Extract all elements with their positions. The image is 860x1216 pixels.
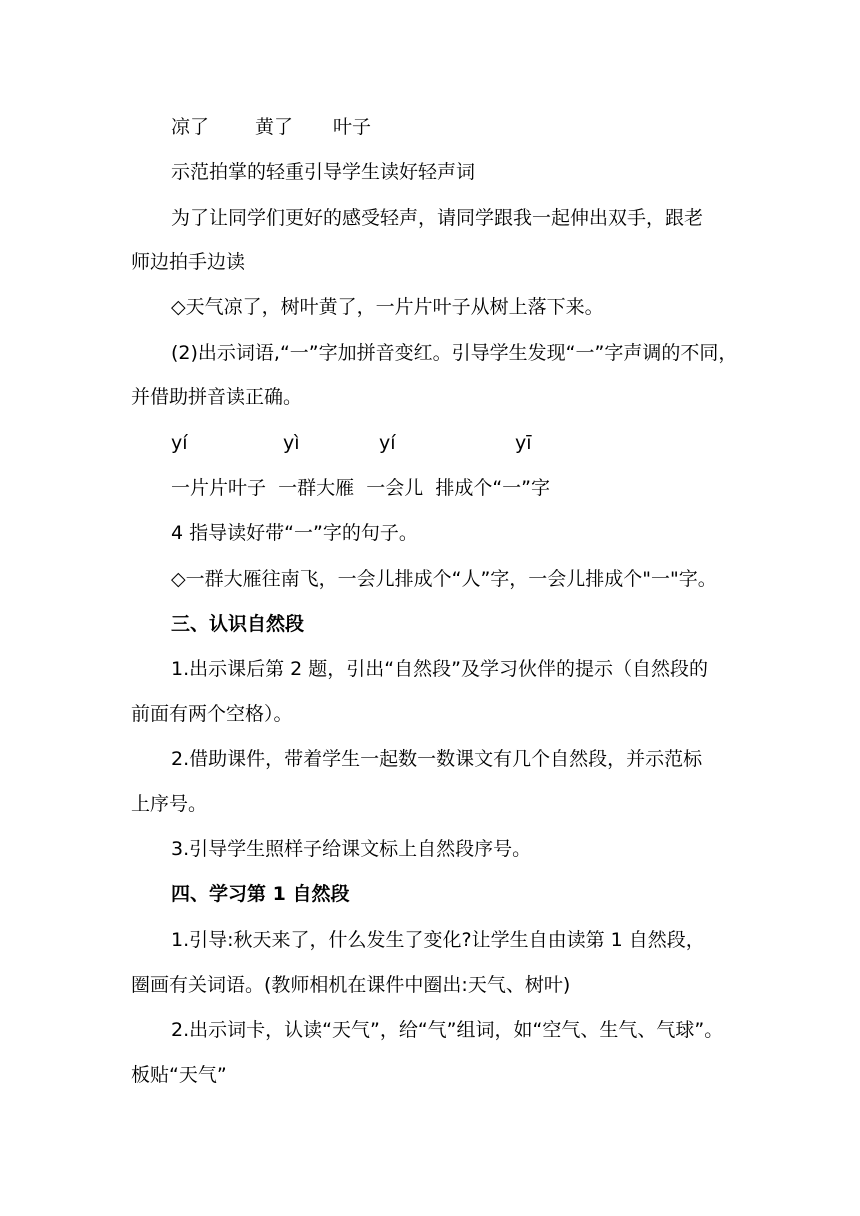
paragraph-2-line-2: 并借助拼音读正确。 xyxy=(131,386,303,408)
section-heading-3: 三、认识自然段 xyxy=(171,613,305,635)
pinyin-yi-4: yì xyxy=(283,432,300,454)
yi-word-1: 一片片叶子 xyxy=(171,477,267,499)
light-tone-words-row xyxy=(171,114,740,140)
item-3-1-line-2: 前面有两个空格）。 xyxy=(131,703,293,725)
pinyin-yi-1: yī xyxy=(515,432,532,454)
word-ye-zi: 叶子 xyxy=(333,116,372,138)
yi-word-2: 一群大雁 xyxy=(278,477,355,499)
item-4-2-line-2: 板贴“天气” xyxy=(131,1064,227,1086)
item-4-1-line-2: 圈画有关词语。(教师相机在课件中圈出:天气、树叶) xyxy=(131,974,571,996)
paragraph-demo: 示范拍掌的轻重引导学生读好轻声词 xyxy=(171,161,476,183)
pinyin-yi-2: yí xyxy=(171,432,188,454)
yi-word-3: 一会儿 xyxy=(366,477,424,499)
word-huang-le: 黄了 xyxy=(255,116,294,138)
paragraph-clap-line-2: 师边拍手边读 xyxy=(131,251,246,273)
sentence-geese: ◇一群大雁往南飞，一会儿排成个“人”字，一会儿排成个"一"字。 xyxy=(171,568,717,590)
item-4-2-line-1: 2.出示词卡，认读“天气”，给“气”组词，如“空气、生气、气球”。 xyxy=(171,1019,724,1041)
paragraph-4: 4 指导读好带“一”字的句子。 xyxy=(171,522,418,544)
item-4-1-line-1: 1.引导:秋天来了，什么发生了变化?让学生自由读第 1 自然段， xyxy=(171,929,705,951)
word-liang-le: 凉了 xyxy=(171,116,210,138)
item-3-2-line-2: 上序号。 xyxy=(131,793,208,815)
yi-words-row xyxy=(171,475,740,501)
paragraph-clap-line-1: 为了让同学们更好的感受轻声，请同学跟我一起伸出双手，跟老 xyxy=(171,207,704,229)
sentence-weather: ◇天气凉了，树叶黄了，一片片叶子从树上落下来。 xyxy=(171,296,604,318)
section-heading-4: 四、学习第 1 自然段 xyxy=(171,883,350,905)
item-3-2-line-1: 2.借助课件，带着学生一起数一数课文有几个自然段，并示范标 xyxy=(171,748,703,770)
pinyin-yi-2b: yí xyxy=(379,432,396,454)
item-3-1-line-1: 1.出示课后第 2 题，引出“自然段”及学习伙伴的提示（自然段的 xyxy=(171,658,708,680)
paragraph-2-line-1: (2)出示词语,“一”字加拼音变红。引导学生发现“一”字声调的不同， xyxy=(171,342,738,364)
yi-word-4: 排成个“一”字 xyxy=(435,477,551,499)
item-3-3: 3.引导学生照样子给课文标上自然段序号。 xyxy=(171,838,532,860)
pinyin-row xyxy=(171,430,740,456)
